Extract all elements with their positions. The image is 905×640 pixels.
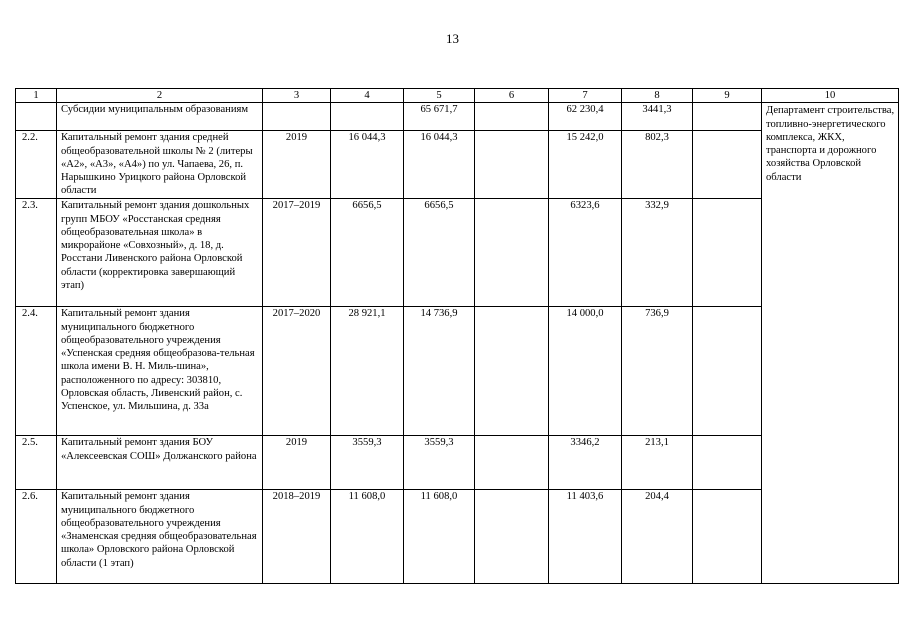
value-col-6 [475, 436, 549, 490]
header-cell: 2 [57, 89, 263, 103]
implementation-years: 2017–2019 [263, 199, 331, 307]
value-col-4: 11 608,0 [331, 490, 404, 584]
responsible-department: Департамент строительства, топливно-энергетического комплекса, ЖКХ, транспорта и дорожного хозяйства Орловской области [762, 103, 899, 584]
row-number: 2.4. [16, 307, 57, 436]
project-name: Капитальный ремонт здания БОУ «Алексеевская СОШ» Должанского района [57, 436, 263, 490]
project-name: Капитальный ремонт здания муниципального бюджетного общеобразовательного учреждения «Знаменская средняя общеобразовательная школа» Орловского района Орловской области (1 этап) [57, 490, 263, 584]
header-cell: 5 [404, 89, 475, 103]
value-col-5: 14 736,9 [404, 307, 475, 436]
page-number: 13 [446, 31, 459, 46]
header-cell: 7 [549, 89, 622, 103]
row-number: 2.5. [16, 436, 57, 490]
row-number: 2.6. [16, 490, 57, 584]
implementation-years: 2017–2020 [263, 307, 331, 436]
row-number: 2.2. [16, 131, 57, 199]
value-col-6 [475, 103, 549, 131]
value-col-8: 3441,3 [622, 103, 693, 131]
value-col-5: 3559,3 [404, 436, 475, 490]
row-number [16, 103, 57, 131]
value-col-7: 3346,2 [549, 436, 622, 490]
value-col-4: 16 044,3 [331, 131, 404, 199]
value-col-8: 332,9 [622, 199, 693, 307]
implementation-years [263, 103, 331, 131]
value-col-9 [693, 307, 762, 436]
value-col-6 [475, 199, 549, 307]
budget-table [15, 88, 899, 584]
value-col-7: 62 230,4 [549, 103, 622, 131]
project-name: Капитальный ремонт здания дошкольных групп МБОУ «Росстанская средняя общеобразовательная школа» в микрорайоне «Совхозный», д. 18, д. Росстани Ливенского района Орловской области (корректировка завершающий этап) [57, 199, 263, 307]
value-col-5: 65 671,7 [404, 103, 475, 131]
value-col-4 [331, 103, 404, 131]
table-row [16, 103, 899, 131]
value-col-6 [475, 131, 549, 199]
value-col-5: 11 608,0 [404, 490, 475, 584]
header-row [16, 89, 899, 103]
value-col-5: 6656,5 [404, 199, 475, 307]
header-cell: 4 [331, 89, 404, 103]
implementation-years: 2019 [263, 436, 331, 490]
project-name: Капитальный ремонт здания средней общеобразовательной школы № 2 (литеры «А2», «А3», «А4») по ул. Чапаева, 26, п. Нарышкино Урицкого района Орловской области [57, 131, 263, 199]
value-col-9 [693, 131, 762, 199]
value-col-7: 11 403,6 [549, 490, 622, 584]
value-col-9 [693, 199, 762, 307]
project-name: Капитальный ремонт здания муниципального бюджетного общеобразовательного учреждения «Успенская средняя общеобразова-тельная школа имени В. Н. Миль-шина», расположенного по адресу: 303810, Орловская область, Ливенский район, с. Успенское, ул. Мильшина, д. 33а [57, 307, 263, 436]
header-cell: 1 [16, 89, 57, 103]
value-col-7: 6323,6 [549, 199, 622, 307]
header-cell: 10 [762, 89, 899, 103]
value-col-8: 213,1 [622, 436, 693, 490]
value-col-5: 16 044,3 [404, 131, 475, 199]
value-col-9 [693, 103, 762, 131]
project-name: Субсидии муниципальным образованиям [57, 103, 263, 131]
header-cell: 9 [693, 89, 762, 103]
value-col-8: 802,3 [622, 131, 693, 199]
value-col-4: 3559,3 [331, 436, 404, 490]
value-col-9 [693, 490, 762, 584]
row-number: 2.3. [16, 199, 57, 307]
value-col-8: 736,9 [622, 307, 693, 436]
implementation-years: 2019 [263, 131, 331, 199]
value-col-7: 15 242,0 [549, 131, 622, 199]
value-col-4: 6656,5 [331, 199, 404, 307]
implementation-years: 2018–2019 [263, 490, 331, 584]
value-col-7: 14 000,0 [549, 307, 622, 436]
value-col-9 [693, 436, 762, 490]
header-cell: 3 [263, 89, 331, 103]
header-cell: 6 [475, 89, 549, 103]
value-col-6 [475, 307, 549, 436]
value-col-8: 204,4 [622, 490, 693, 584]
header-cell: 8 [622, 89, 693, 103]
value-col-4: 28 921,1 [331, 307, 404, 436]
value-col-6 [475, 490, 549, 584]
